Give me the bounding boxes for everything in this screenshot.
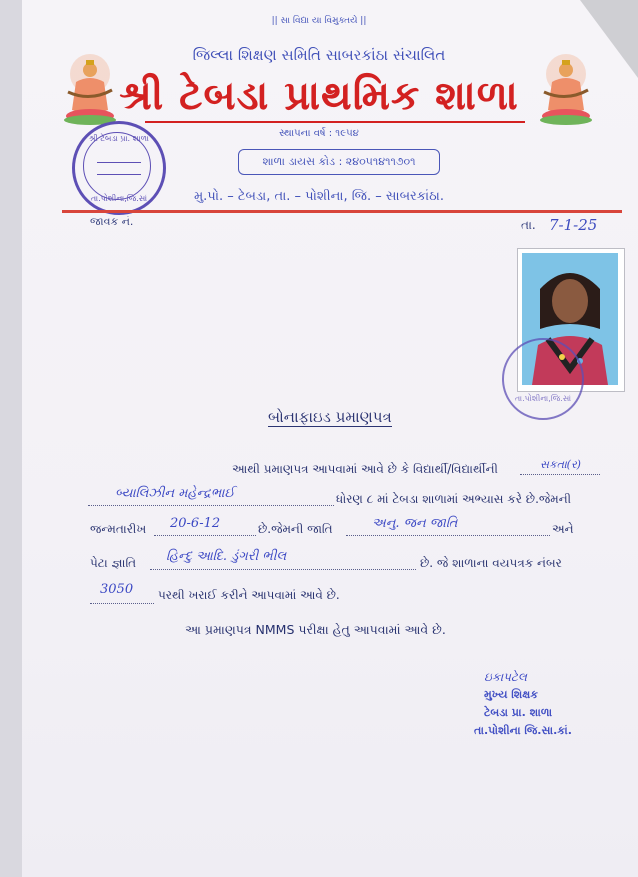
dob-value: 20-6-12 [170,516,221,531]
subcaste-value: હિન્દુ આદિ. ડુંગરી ભીલ [166,549,287,564]
photo-stamp [502,338,584,420]
signatory-school: ટેબડા પ્રા. શાળા [484,706,553,719]
date-label: તા. [521,218,536,232]
dise-code-box: શાળા ડાયસ કોડ : ૨૪૦૫૧૪૧૧૭૦૧ [238,149,440,175]
register-number: 3050 [100,582,134,597]
signatory-location: તા.પોશીના જિ.સા.કાં. [474,724,572,737]
school-address: મુ.પો. – ટેબડા, તા. – પોશીના, જિ. – સાબરકાંઠા. [193,189,444,204]
photo-stamp-text: તા.પોશીના,જિ.સાં [514,394,572,403]
verification-text: પરથી ખરાઈ કરીને આપવામાં આવે છે. [158,588,340,602]
certificate-title: બોનાફાઇડ પ્રમાણપત્ર [268,408,392,426]
school-name: શ્રી ટેબડા પ્રાથમિક શાળા [119,73,519,119]
signature-scribble: ઇકાપટેલ [484,670,527,684]
and-text: અને [552,522,574,536]
managing-society: જિલ્લા શિક્ષણ સમિતિ સાબરકાંઠા સંચાલિત [192,46,446,64]
outward-number-label: જાવક નં. [90,215,134,228]
school-name-underline [145,121,525,123]
stamp-text-bottom: તા.પોશીના,જિ.સાં [90,194,148,203]
standard-text: ધોરણ ૮ માં ટેબડા શાળામાં અભ્યાસ કરે છે.જેમની [336,492,572,506]
register-label: છે. જે શાળાના વયપત્રક નંબર [420,556,562,570]
purpose-text: આ પ્રમાણપત્ર NMMS પરીક્ષા હેતુ આપવામાં આવે છે. [185,622,446,637]
salutation-fill: સકતા(ર) [540,458,581,471]
student-name: બ્યાલિઝીન મહેન્દ્રભાઈ [115,486,235,501]
subcaste-label: પેટા જ્ઞાતિ [90,556,137,570]
stamp-text-top: શ્રી ટેબડા પ્રા. શાળા [89,134,149,143]
dob-label: જન્મતારીખ [90,522,147,536]
header-divider [62,210,622,213]
intro-text: આથી પ્રમાણપત્ર આપવામાં આવે છે કે વિદ્યાર્થી/વિદ્યાર્થીની [232,462,498,476]
established-year: સ્થાપના વર્ષ : ૧૯૫૪ [279,128,359,139]
date-value: 7-1-25 [549,216,598,234]
caste-value: અનુ. જન જાતિ [372,516,458,531]
signatory-designation: મુખ્ય શિક્ષક [484,688,539,701]
caste-label: છે.જેમની જાતિ [258,522,333,536]
motto: || સા વિદ્યા યા વિમુક્તયે || [271,16,367,26]
